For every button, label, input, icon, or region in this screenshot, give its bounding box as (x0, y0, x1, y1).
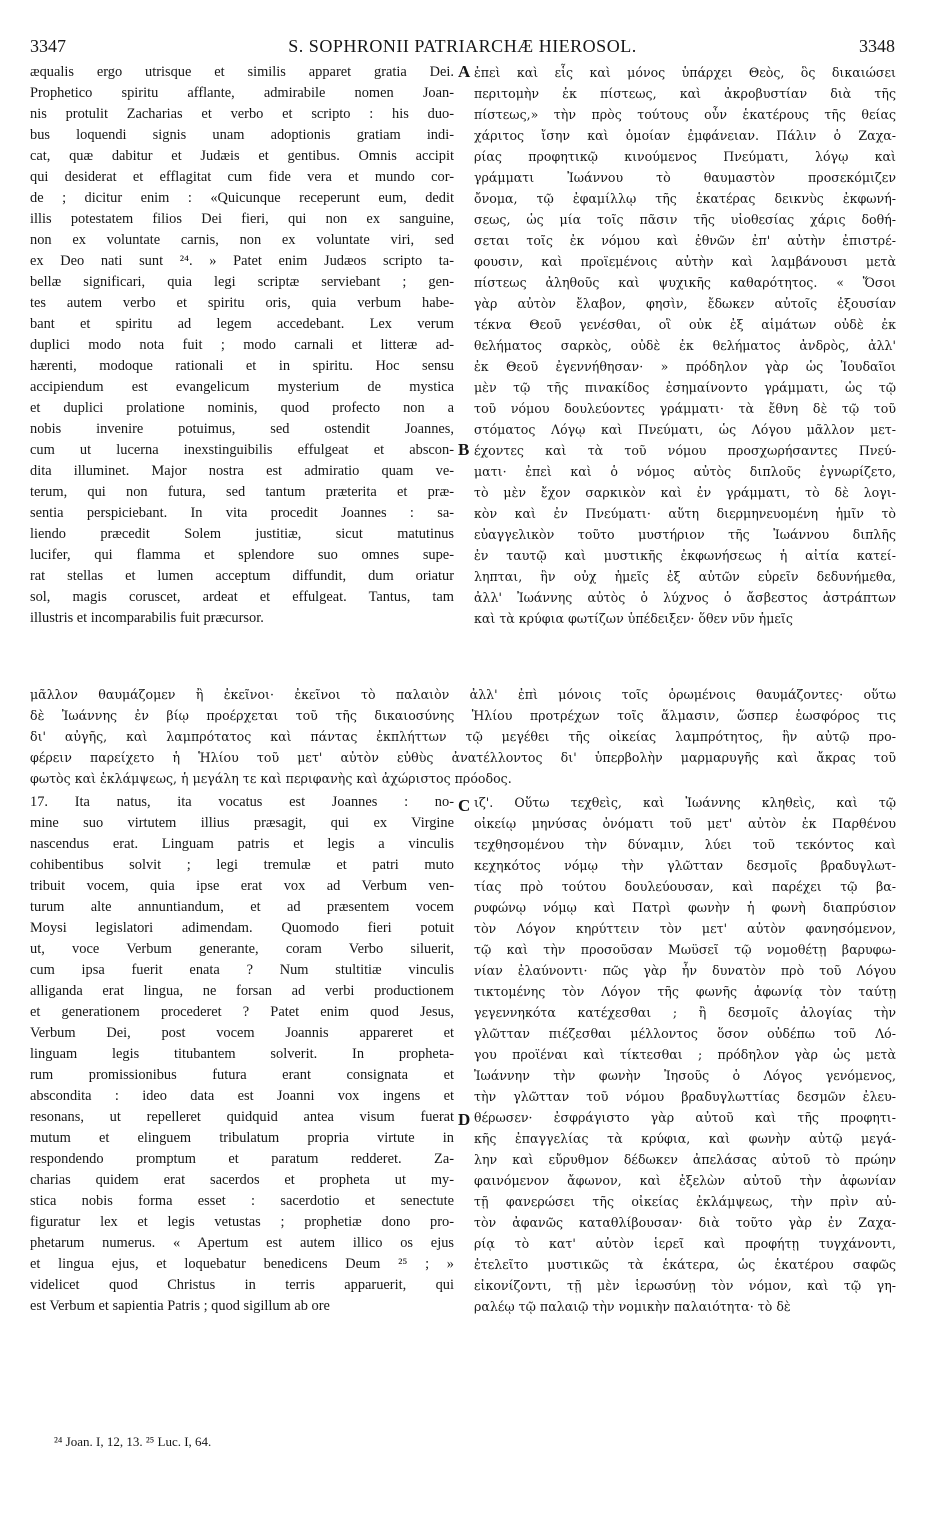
greek-line: θέρωσεν· ἐσφράγιστο γὰρ αὐτοῦ καὶ τῆς προφητι- (474, 1110, 896, 1125)
latin-line: tes autem verbo et spiritu oris, quia verbum habe- (30, 295, 454, 311)
greek-line: κὸν καὶ ἐν Πνεύματι· αὕτη διερμηνευομένη ἡμῖν τὸ (474, 506, 896, 521)
latin-line: cum ut lucerna inexstinguibilis effulgeat et abscon- (30, 442, 454, 458)
latin-column-2 (30, 792, 454, 1317)
greek-line: στόματος Λόγῳ καὶ Πνεύματι, ὡς Λόγου μᾶλλον μετ- (474, 422, 896, 437)
latin-line: cum ipsa fuerit enata ? Num stultitiæ vinculis (30, 962, 454, 978)
latin-line: bant et spiritu ad legem accedebant. Lex verum (30, 316, 454, 332)
greek-line: ρυφώνῳ νόμῳ καὶ Πατρὶ φωνὴν ἡ φωνὴ διαπρύσιον (474, 900, 896, 915)
latin-line: qui desiderat et efflagitat cum fide vera et mundo cor- (30, 169, 454, 185)
greek-line: σεται τοῖς ἐκ νόμου καὶ ἐθνῶν ἐπ' αὐτὴν ἐπιστρέ- (474, 233, 896, 248)
latin-line: accipiendum est evangelicum mysterium de mystica (30, 379, 454, 395)
greek-line: δὲ Ἰωάννης ἐν βίῳ προέρχεται τοῦ τῆς δικαιοσύνης Ἡλίου προτρέχων τοῖς ἅλμασιν, ὥσπερ ἑωσφόρος τις (30, 708, 896, 723)
latin-line: duplici modo nota fuit ; modo carnali et litteræ ad- (30, 337, 454, 353)
greek-line: τῇ φανερώσει τῆς οἰκείας ἐκλάμψεως, τὴν πρὶν αὐ- (474, 1194, 896, 1209)
latin-line: de ; dicitur enim : «Quicunque receperunt eum, dedit (30, 190, 454, 206)
latin-line: est Verbum et sapientia Patris ; quod sigillum ab ore (30, 1298, 330, 1314)
latin-line: linguam legis titubantem solverit. In propheta- (30, 1046, 454, 1062)
latin-line: nascendus erat. Linguam patris et legis a vinculis (30, 836, 454, 852)
latin-line: phetarum numerus. « Apertum est autem illico os ejus (30, 1235, 454, 1251)
greek-line: ἐκ Θεοῦ ἐγεννήθησαν· » πρόδηλον γὰρ ὡς Ἰουδαῖοι (474, 359, 896, 374)
greek-line: γεγεννηκότα κατέχεσθαι ; ἢ δεσμοῖς ἀλογίας τὴν (474, 1005, 896, 1020)
margin-marker-c: C (458, 796, 471, 815)
latin-line: hærenti, modoque rationali et in spiritu. Hoc sensu (30, 358, 454, 374)
latin-line: nis protulit Zacharias et verbo et scripto : his duo- (30, 106, 454, 122)
latin-line: cohibentibus solvit ; legi tremulæ et patri muto (30, 857, 454, 873)
latin-line: non ex voluntate carnis, non ex voluntate viri, sed (30, 232, 454, 248)
greek-column-1 (474, 62, 896, 629)
latin-line: liendo præcedit Solem justitiæ, sicut matutinus (30, 526, 454, 542)
greek-line: πίστεως,» τὴν πρὸς τούτους οὖν ἑκατέρους τῆς θείας (474, 107, 896, 122)
greek-line: γὰρ αὐτὸν ἔλαβον, φησὶν, ἔδωκεν αὐτοῖς ἐξουσίαν (474, 296, 896, 311)
greek-line: Ἰωάννην τὴν φωνὴν Ἰησοῦς ὁ Λόγος γενόμενος, (474, 1068, 896, 1083)
greek-line: ρίᾳ τὸ κατ' αὐτὸν ἱερεῖ καὶ προφήτῃ τυγχάνοντι, (474, 1236, 896, 1251)
latin-line: rum promissionibus futura erant consignata et (30, 1067, 454, 1083)
greek-line: εἰκονίζοντι, τῇ μὲν ἱερωσύνῃ τὸν νόμον, καὶ τῷ γη- (474, 1278, 896, 1293)
latin-line: figuratur lex et legis vetustas ; prophetiæ dono pro- (30, 1214, 454, 1230)
greek-line: ληπται, ἣν οὐχ ἡμεῖς ἐξ αὐτῶν εὑρεῖν δεδυνήμεθα, (474, 569, 896, 584)
greek-line: τὸν Λόγον κηρύττειν τὸν μετ' αὐτὸν φανησόμενον, (474, 921, 896, 936)
latin-line: 17. Ita natus, ita vocatus est Joannes : no- (30, 794, 454, 810)
greek-line: περιτομὴν ἐκ πίστεως, καὶ ἀκροβυστίαν διὰ τῆς (474, 86, 896, 101)
greek-line: κῆς ἐπαγγελίας τὰ κρύφια, καὶ φωνὴν αὐτῷ μεγά- (474, 1131, 896, 1146)
greek-line: τίας πρὸ τούτου δουλεύουσαν, καὶ παρέχει τῷ βα- (474, 879, 896, 894)
latin-line: bus loquendi signis unam adoptionis gratiam indi- (30, 127, 454, 143)
latin-line: rat stellas et lumen acceptum diffundit, dum oriatur (30, 568, 454, 584)
greek-line: τικτομένης τὸν Λόγον τῆς φωνῆς ἀφωνίᾳ τὸν ταύτῃ (474, 984, 896, 999)
latin-line: bellæ significari, quia legi scriptæ serviebant ; gen- (30, 274, 454, 290)
greek-line: φωτὸς καὶ ἐκλάμψεως, ἡ μεγάλη τε καὶ περιφανὴς καὶ ἀχώριστος πρόοδος. (30, 771, 512, 786)
greek-line: χάριτος ἴσην καὶ ὁμοίαν ἐμφάνειαν. Πάλιν ὁ Ζαχα- (474, 128, 896, 143)
greek-line: λην καὶ εὔρυθμον δέδωκεν ἀπελάσας αὐτοῦ τὸ πρώην (474, 1152, 896, 1167)
greek-line: σεως, ὡς μία τοῖς πᾶσιν τῆς υἱοθεσίας χάρις δοθή- (474, 212, 896, 227)
left-page-number: 3347 (30, 36, 66, 56)
greek-line: καὶ τὰ κρύφια φωτίζων ὑπέδειξεν· ὅθεν νῦν ἡμεῖς (474, 611, 793, 626)
greek-line: μᾶλλον θαυμάζομεν ἢ ἐκεῖνοι· ἐκεῖνοι τὸ παλαιὸν ἀλλ' ἐπὶ μόνοις τοῖς ὁρωμένοις θαυμάζοντες· οὕτω (30, 687, 896, 702)
greek-line: πίστεως ἀληθοῦς καὶ ψυχικῆς καθαρότητος. « Ὅσοι (474, 275, 896, 290)
latin-line: Moysi legislatori adimendam. Quomodo fieri potuit (30, 920, 454, 936)
latin-line: mine suo virtutem illius præsagit, qui ex Virgine (30, 815, 454, 831)
greek-line: ραλέῳ τῷ παλαιῷ τὴν νομικὴν παλαιότητα· τὸ δὲ (474, 1299, 791, 1314)
margin-marker-b: B (458, 440, 470, 459)
margin-marker-d: D (458, 1110, 471, 1129)
greek-line: τὴν γλῶτταν τοῦ νόμου βραδυγλωττίας δεσμῶν ἐλευ- (474, 1089, 896, 1104)
page-header (30, 36, 895, 62)
greek-line: ἐπεὶ καὶ εἷς καὶ μόνος ὑπάρχει Θεὸς, ὃς δικαιώσει (474, 65, 896, 80)
latin-line: abscondita : ideo data est Joanni vox ingens et (30, 1088, 454, 1104)
latin-line: sentia perspiciebant. In vita procedit Joannes : sa- (30, 505, 454, 521)
latin-line: dita illuminet. Major nostra est admiratio quam ve- (30, 463, 454, 479)
greek-line: ἐτελεῖτο μυστικῶς τὰ ἑκάτερα, ὡς ἑκατέρου σαφῶς (474, 1257, 896, 1272)
latin-line: alliganda erat lingua, ne forsan ad verbi productionem (30, 983, 454, 999)
greek-line: ὄνομα, τῷ ἐφαμίλλῳ τῆς ἑκατέρας δεικνὺς ἐκφωνή- (474, 191, 896, 206)
latin-line: nobis invenire potuimus, sed ostendit Joannes, (30, 421, 454, 437)
latin-column-1 (30, 62, 454, 629)
latin-line: resonans, ut repelleret quidquid antea visum fuerat (30, 1109, 454, 1125)
latin-line: terum, qui non futura, sed tantum præterita et præ- (30, 484, 454, 500)
greek-line: ιζ'. Οὕτω τεχθεὶς, καὶ Ἰωάννης κληθεὶς, καὶ τῷ (474, 795, 896, 810)
latin-line: turum alte annuntiandum, et ad præsentem vocem (30, 899, 454, 915)
greek-line: εὐαγγελικὸν τοῦτο μυστήριον τῆς Ἰωάννου διπλῆς (474, 527, 896, 542)
latin-line: et duplici prolatione nominis, quod profecto non a (30, 400, 454, 416)
latin-line: et lingua ejus, et loquebatur benedicens Deum ²⁵ ; » (30, 1256, 454, 1272)
greek-line: γλῶτταν πιέζεσθαι μέλλοντος ὅσον οὐδέπω τοῦ Λό- (474, 1026, 896, 1041)
greek-line: τὸν ἀφανῶς καταθλίβουσαν· διὰ τοῦτο γὰρ ἐν Ζαχα- (474, 1215, 896, 1230)
latin-line: videlicet quod Christus in terris apparuerit, qui (30, 1277, 454, 1293)
greek-line: ἐν ταυτῷ καὶ μυστικῆς ἐκφωνήσεως ἡ αἰτία κατεί- (474, 548, 896, 563)
greek-line: θελήματος σαρκὸς, οὐδὲ ἐκ θελήματος ἀνδρὸς, ἀλλ' (474, 338, 896, 353)
footnotes: ²⁴ Joan. I, 12, 13. ²⁵ Luc. I, 64. (54, 1434, 212, 1449)
greek-line: φαινόμενον ἄφωνον, καὶ ἐξελὼν αὐτοῦ τὴν ἀφωνίαν (474, 1173, 896, 1188)
latin-line: sol, magis coruscet, ardeat et effulgeat. Tantus, tam (30, 589, 454, 605)
latin-line: æqualis ergo utrisque et similis apparet gratia Dei. (30, 64, 454, 80)
latin-line: lucifer, qui flamma et splendore suo omnes supe- (30, 547, 454, 563)
latin-line: tribuit vocem, quia ipse erat vox ad Verbum ven- (30, 878, 454, 894)
greek-line: ματι· ἐπεὶ καὶ ὁ νόμος αὐτὸς διπλοῦς ἐγνωρίζετο, (474, 464, 896, 479)
greek-line: μὲν τῷ τῆς πινακίδος ἐσημαίνοντο γράμματι, ὡς τῷ (474, 380, 896, 395)
right-page-number: 3348 (859, 36, 895, 56)
greek-line: τοῦ νόμου δουλεύοντες γράμματι· τὰ ἔθνη δὲ τῷ τοῦ (474, 401, 896, 416)
greek-line: τὸ μὲν ἔχον σαρκικὸν καὶ ἐν γράμματι, τὸ δὲ λογι- (474, 485, 896, 500)
latin-line: Verbum Dei, post vocem Joannis appareret et (30, 1025, 454, 1041)
greek-line: γράμματι Ἰωάννου τὸ θαυμαστὸν προσεκόμιζεν (474, 170, 896, 185)
latin-line: charias quidem erat sacerdos et propheta ut my- (30, 1172, 454, 1188)
greek-line: έχοντες καὶ τὰ τοῦ νόμου προσχωρήσαντες Πνεύ- (474, 443, 896, 458)
latin-line: illis potestatem filios Dei fieri, qui non ex sanguine, (30, 211, 454, 227)
greek-line: δι' αὐγῆς, καὶ λαμπρότατος καὶ πάντας ἐκπλήττων τῷ μεγέθει τῆς οἰκείας λαμπρότητος, ἣν αὐτῷ προ- (30, 729, 896, 744)
latin-line: ex Deo nati sunt ²⁴. » Patet enim Judæos scripto ta- (30, 253, 454, 269)
greek-line: τεχθησομένου τὴν δύναμιν, λύει τοῦ τεκόντος καὶ (474, 837, 896, 852)
latin-line: stica nobis forma esset : sacerdotio et senectute (30, 1193, 454, 1209)
latin-line: respondendo promptum et paratum redderet. Za- (30, 1151, 454, 1167)
greek-line: τέκνα Θεοῦ γενέσθαι, οἳ οὐκ ἐξ αἱμάτων οὐδὲ ἐκ (474, 317, 896, 332)
latin-line: mutum et elinguem tribulatum propria virtute in (30, 1130, 454, 1146)
latin-line: Prophetico spiritu afflante, admirabile nomen Joan- (30, 85, 454, 101)
greek-line: κεχηκότος νόμῳ τὴν γλῶτταν δεσμοῖς βραδυγλωτ- (474, 858, 896, 873)
greek-line: γου προϊέναι καὶ τίκτεσθαι ; πρόδηλον γὰρ ὡς μετὰ (474, 1047, 896, 1062)
latin-line: et generationem procederet ? Patet enim quod Jesus, (30, 1004, 454, 1020)
latin-line: illustris et incomparabilis fuit præcursor. (30, 610, 264, 626)
greek-column-2 (474, 792, 896, 1317)
greek-line: φέρειν παρείχετο ἡ Ἡλίου τοῦ μετ' αὐτὸν εὐθὺς ἀνατέλλοντος δι' ὑπερβολὴν μαρμαρυγῆς καὶ ἄκρας τοῦ (30, 750, 896, 765)
margin-marker-a: A (458, 62, 471, 81)
greek-line: οἰκείῳ μηνύσας ὀνόματι τοῦ μετ' αὐτὸν ἐκ Παρθένου (474, 816, 896, 831)
greek-line: τῷ καὶ τὴν προσοῦσαν Μωϋσεῖ τῷ νομοθέτῃ βαρυφω- (474, 942, 896, 957)
latin-line: cat, quæ dabitur et Judæis et gentibus. Omnis accipit (30, 148, 454, 164)
running-title: S. SOPHRONII PATRIARCHÆ HIEROSOL. (288, 36, 637, 56)
greek-line: ρίας προφητικῷ κινούμενος Πνεύματι, λόγῳ καὶ (474, 149, 896, 164)
greek-fullwidth-passage (30, 684, 896, 789)
greek-line: φουσιν, καὶ προϊεμένοις αὐτὴν καὶ λαμβάνουσι μετὰ (474, 254, 896, 269)
greek-line: νίαν ἐλαύνοντι· πῶς γὰρ ἦν δυνατὸν πρὸ τοῦ Λόγου (474, 963, 896, 978)
latin-line: ut, voce Verbum generante, coram Verbo siluerit, (30, 941, 454, 957)
greek-line: ἀλλ' Ἰωάννης αὐτὸς ὁ λύχνος ὁ ἄσβεστος ἀστράπτων (474, 590, 896, 605)
